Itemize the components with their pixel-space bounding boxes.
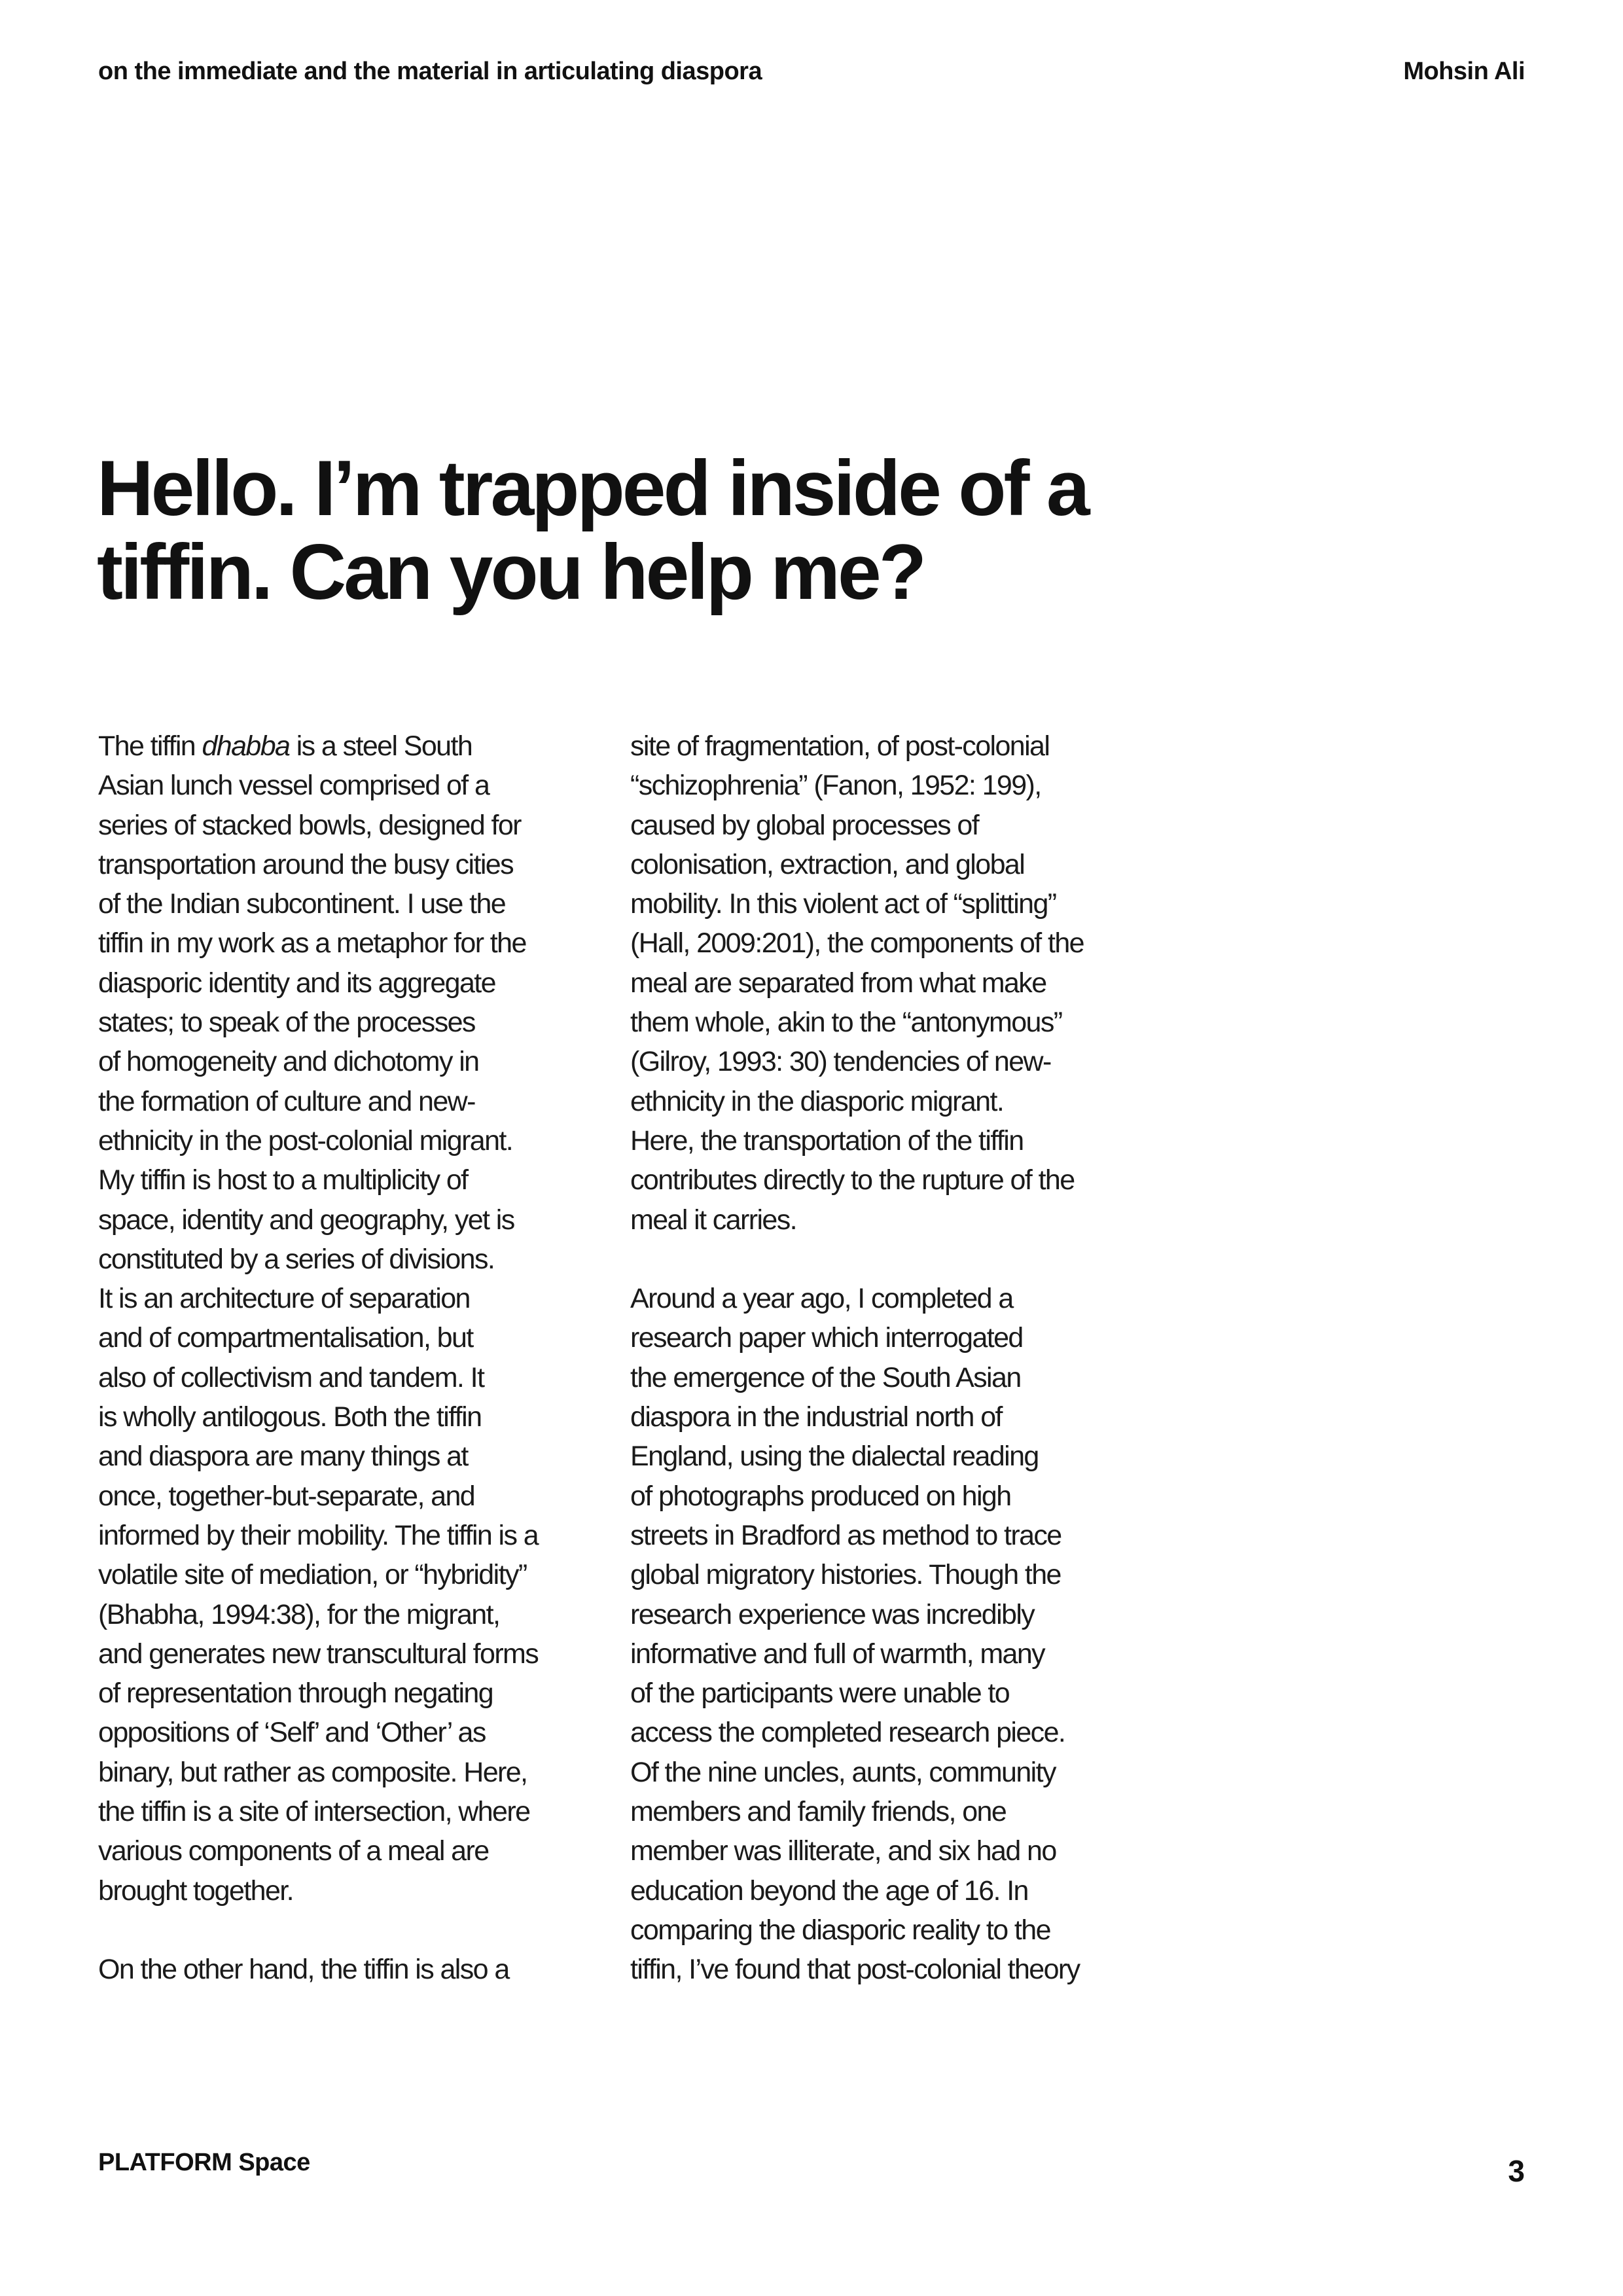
body-line: members and family friends, one bbox=[630, 1796, 1007, 1828]
article-title-line: Hello. I’m trapped inside of a bbox=[97, 444, 1088, 532]
author-name: Mohsin Ali bbox=[1403, 58, 1525, 85]
body-line: England, using the dialectal reading bbox=[630, 1441, 1039, 1473]
body-line: once, together-but-separate, and bbox=[98, 1480, 475, 1512]
body-line: On the other hand, the tiffin is also a bbox=[98, 1954, 509, 1986]
body-line: of the participants were unable to bbox=[630, 1677, 1010, 1710]
body-line: of homogeneity and dichotomy in bbox=[98, 1046, 479, 1078]
body-line: “schizophrenia” (Fanon, 1952: 199), bbox=[630, 770, 1041, 802]
body-line: colonisation, extraction, and global bbox=[630, 848, 1025, 880]
body-line: oppositions of ‘Self’ and ‘Other’ as bbox=[98, 1717, 486, 1749]
article-title-line: tiffin. Can you help me? bbox=[97, 528, 925, 616]
body-line: constituted by a series of divisions. bbox=[98, 1243, 495, 1275]
body-line: ethnicity in the post-colonial migrant. bbox=[98, 1124, 513, 1157]
body-line: binary, but rather as composite. Here, bbox=[98, 1756, 527, 1788]
body-line: of the Indian subcontinent. I use the bbox=[98, 888, 506, 920]
body-line: caused by global processes of bbox=[630, 809, 979, 841]
publication-name: PLATFORM Space bbox=[98, 2149, 310, 2176]
body-line: The tiffin dhabba is a steel South bbox=[98, 730, 473, 762]
body-line: brought together. bbox=[98, 1874, 293, 1907]
body-line: Here, the transportation of the tiffin bbox=[630, 1124, 1024, 1157]
body-line: contributes directly to the rupture of the bbox=[630, 1164, 1075, 1196]
body-line: series of stacked bowls, designed for bbox=[98, 809, 521, 841]
body-line: and diaspora are many things at bbox=[98, 1441, 468, 1473]
body-line: transportation around the busy cities bbox=[98, 848, 513, 880]
body-line: diasporic identity and its aggregate bbox=[98, 967, 495, 999]
body-line: My tiffin is host to a multiplicity of bbox=[98, 1164, 468, 1196]
body-line: mobility. In this violent act of “splitting” bbox=[630, 888, 1056, 920]
body-line: Of the nine uncles, aunts, community bbox=[630, 1756, 1056, 1788]
body-line: Around a year ago, I completed a bbox=[630, 1283, 1013, 1315]
body-line: comparing the diasporic reality to the bbox=[630, 1914, 1050, 1946]
body-line: member was illiterate, and six had no bbox=[630, 1835, 1056, 1867]
body-line: ethnicity in the diasporic migrant. bbox=[630, 1085, 1004, 1117]
body-line: volatile site of mediation, or “hybridity” bbox=[98, 1559, 527, 1591]
body-line: global migratory histories. Though the bbox=[630, 1559, 1061, 1591]
body-line: (Hall, 2009:201), the components of the bbox=[630, 927, 1084, 960]
body-column-right bbox=[630, 726, 1141, 1990]
italic-term: dhabba bbox=[202, 730, 290, 762]
page-number: 3 bbox=[1508, 2154, 1525, 2188]
paragraph-gap bbox=[630, 1240, 1141, 1279]
body-line: tiffin in my work as a metaphor for the bbox=[98, 927, 526, 960]
left-paragraph-2 bbox=[98, 1950, 596, 1989]
body-line: of representation through negating bbox=[98, 1677, 493, 1710]
article-title bbox=[97, 446, 1275, 614]
body-line: various components of a meal are bbox=[98, 1835, 489, 1867]
body-line: (Gilroy, 1993: 30) tendencies of new- bbox=[630, 1046, 1051, 1078]
paragraph-gap bbox=[98, 1910, 596, 1950]
body-line: states; to speak of the processes bbox=[98, 1007, 475, 1039]
body-line: informative and full of warmth, many bbox=[630, 1638, 1045, 1670]
body-line: and of compartmentalisation, but bbox=[98, 1322, 473, 1354]
body-line: meal it carries. bbox=[630, 1204, 796, 1236]
body-line: also of collectivism and tandem. It bbox=[98, 1361, 484, 1393]
body-line: (Bhabha, 1994:38), for the migrant, bbox=[98, 1598, 500, 1630]
right-paragraph-2 bbox=[630, 1279, 1141, 1989]
body-line: education beyond the age of 16. In bbox=[630, 1874, 1028, 1907]
left-paragraph-1 bbox=[98, 766, 596, 1910]
body-line: tiffin, I’ve found that post-colonial theory bbox=[630, 1954, 1080, 1986]
body-line: meal are separated from what make bbox=[630, 967, 1046, 999]
body-line: streets in Bradford as method to trace bbox=[630, 1519, 1061, 1551]
body-line: and generates new transcultural forms bbox=[98, 1638, 539, 1670]
body-line: Asian lunch vessel comprised of a bbox=[98, 770, 490, 802]
body-line: access the completed research piece. bbox=[630, 1717, 1065, 1749]
body-line: the tiffin is a site of intersection, where bbox=[98, 1796, 530, 1828]
body-line: them whole, akin to the “antonymous” bbox=[630, 1007, 1062, 1039]
body-line: of photographs produced on high bbox=[630, 1480, 1011, 1512]
body-column-left bbox=[98, 726, 596, 1990]
body-line: research paper which interrogated bbox=[630, 1322, 1023, 1354]
body-line: the formation of culture and new- bbox=[98, 1085, 475, 1117]
body-line: It is an architecture of separation bbox=[98, 1283, 470, 1315]
body-line: is wholly antilogous. Both the tiffin bbox=[98, 1401, 482, 1433]
body-line: informed by their mobility. The tiffin is a bbox=[98, 1519, 539, 1551]
body-line: diaspora in the industrial north of bbox=[630, 1401, 1002, 1433]
right-paragraph-1 bbox=[630, 726, 1141, 1240]
running-title: on the immediate and the material in articulating diaspora bbox=[98, 58, 762, 85]
body-line: site of fragmentation, of post-colonial bbox=[630, 730, 1050, 762]
body-line: research experience was incredibly bbox=[630, 1598, 1035, 1630]
body-line: space, identity and geography, yet is bbox=[98, 1204, 514, 1236]
body-line: the emergence of the South Asian bbox=[630, 1361, 1021, 1393]
